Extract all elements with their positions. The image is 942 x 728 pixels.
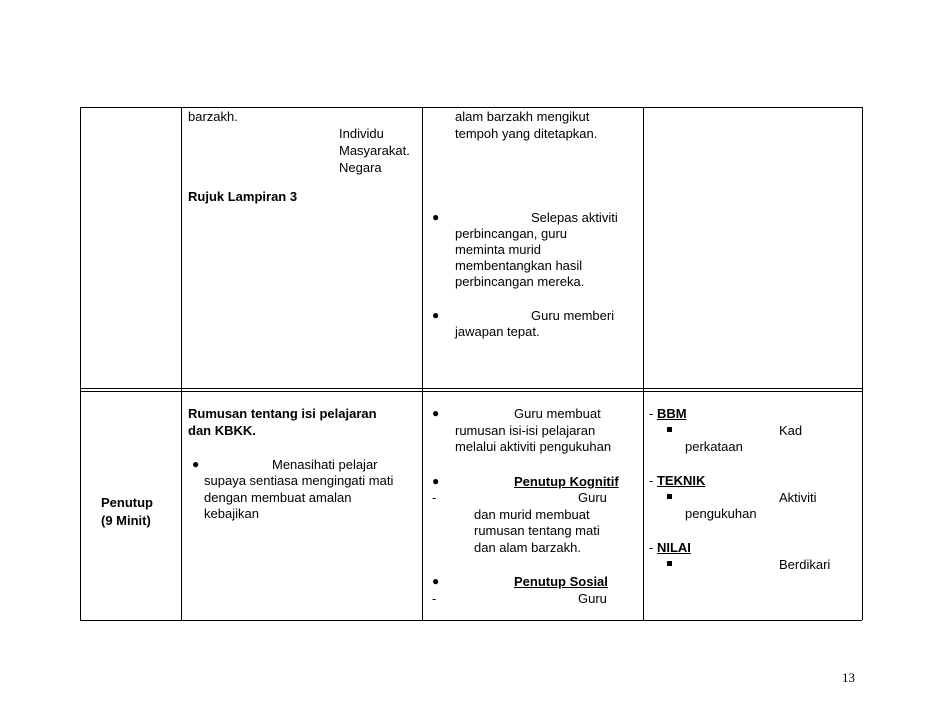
bbm-section: [649, 405, 687, 422]
intro-line: alam barzakh mengikut: [455, 109, 590, 124]
dash-marker: -: [432, 591, 437, 606]
list-item: Masyarakat.: [339, 143, 410, 158]
section-label: Penutup: [101, 495, 153, 510]
bullet-icon: ●: [432, 474, 440, 488]
bullet-line: Guru: [578, 490, 607, 505]
bbm-item: perkataan: [685, 439, 743, 454]
bullet-line: perbincangan, guru: [455, 226, 568, 241]
nilai-item: Berdikari: [779, 557, 831, 572]
nilai-label: NILAI: [656, 540, 691, 555]
dash-marker: -: [649, 540, 657, 555]
bullet-icon: ●: [432, 574, 440, 588]
teknik-item: pengukuhan: [685, 506, 757, 521]
bullet-line: dengan membuat amalan: [204, 490, 352, 505]
nilai-section: [649, 539, 691, 556]
bullet-line: supaya sentiasa mengingati mati: [204, 473, 394, 488]
bullet-line: dan murid membuat: [474, 507, 590, 522]
bullet-line: membentangkan hasil: [455, 258, 583, 273]
table-col-divider-1: [181, 107, 182, 620]
bullet-line: Guru: [578, 591, 607, 606]
table-row-divider-2: [80, 391, 862, 392]
square-bullet-icon: [667, 494, 672, 499]
bbm-label: BBM: [656, 406, 687, 421]
bullet-line: rumusan tentang mati: [474, 523, 600, 538]
rujuk-lampiran: Rujuk Lampiran 3: [188, 189, 298, 204]
dash-marker: -: [432, 490, 437, 505]
dash-marker: -: [649, 406, 657, 421]
list-item: Individu: [339, 126, 384, 141]
penutup-sosial-heading: Penutup Sosial: [514, 574, 608, 589]
intro-line: tempoh yang ditetapkan.: [455, 126, 598, 141]
list-item: Negara: [339, 160, 382, 175]
bullet-icon: ●: [432, 308, 440, 322]
rumusan-heading: dan KBKK.: [188, 423, 256, 438]
section-duration: (9 Minit): [101, 513, 151, 528]
bullet-line: Guru memberi: [531, 308, 615, 323]
bbm-item: Kad: [779, 423, 803, 438]
teknik-section: [649, 472, 705, 489]
bullet-icon: ●: [432, 406, 440, 420]
bullet-line: jawapan tepat.: [455, 324, 540, 339]
bullet-line: Selepas aktiviti: [531, 210, 618, 225]
table-border-left: [80, 107, 81, 620]
bullet-line: meminta murid: [455, 242, 541, 257]
bullet-line: melalui aktiviti pengukuhan: [455, 439, 612, 454]
penutup-kognitif-heading: Penutup Kognitif: [514, 474, 619, 489]
bullet-line: Guru membuat: [514, 406, 601, 421]
bullet-line: perbincangan mereka.: [455, 274, 585, 289]
barzakh-text: barzakh.: [188, 109, 238, 124]
bullet-icon: ●: [192, 457, 200, 471]
square-bullet-icon: [667, 561, 672, 566]
bullet-icon: ●: [432, 210, 440, 224]
bullet-line: Menasihati pelajar: [272, 457, 378, 472]
dash-marker: -: [649, 473, 657, 488]
table-border-bottom: [80, 620, 862, 621]
bullet-line: rumusan isi-isi pelajaran: [455, 423, 596, 438]
bullet-line: dan alam barzakh.: [474, 540, 581, 555]
table-col-divider-2: [422, 107, 423, 620]
table-row-divider: [80, 388, 862, 389]
teknik-item: Aktiviti: [779, 490, 817, 505]
table-border-right: [862, 107, 863, 620]
teknik-label: TEKNIK: [656, 473, 706, 488]
rumusan-heading: Rumusan tentang isi pelajaran: [188, 406, 377, 421]
bullet-line: kebajikan: [204, 506, 259, 521]
page-number: 13: [842, 670, 855, 685]
square-bullet-icon: [667, 427, 672, 432]
table-col-divider-3: [643, 107, 644, 620]
